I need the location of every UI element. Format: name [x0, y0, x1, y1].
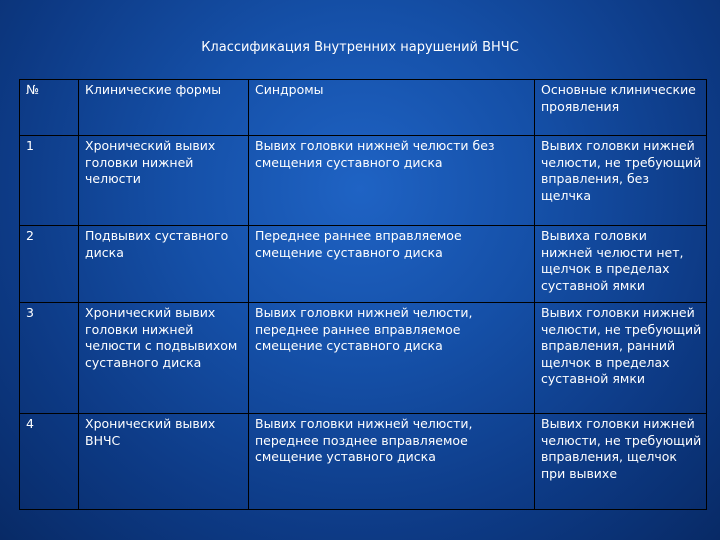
row-number: 3	[20, 303, 79, 414]
row-number: 4	[20, 414, 79, 510]
table-header-row	[20, 80, 707, 136]
table-row	[20, 414, 707, 510]
classification-table	[19, 79, 707, 510]
header-clinical-forms: Клинические формы	[79, 80, 249, 136]
row-clinical-form: Хронический вывих головки нижней челюсти	[79, 136, 249, 226]
slide-title: Классификация Внутренних нарушений ВНЧС	[201, 40, 519, 55]
row-clinical-form: Хронический вывих головки нижней челюсти с подвывихом суставного диска	[79, 303, 249, 414]
table-row	[20, 303, 707, 414]
header-syndromes: Синдромы	[249, 80, 535, 136]
table-row	[20, 136, 707, 226]
row-manifestation: Вывих головки нижней челюсти, не требующий вправления, щелчок при вывихе	[535, 414, 707, 510]
row-syndrome: Вывих головки нижней челюсти, переднее раннее вправляемое смещение суставного диска	[249, 303, 535, 414]
row-clinical-form: Хронический вывих ВНЧС	[79, 414, 249, 510]
row-manifestation: Вывих головки нижней челюсти, не требующий вправления, ранний щелчок в пределах суставной ямки	[535, 303, 707, 414]
row-manifestation: Вывих головки нижней челюсти, не требующий вправления, без щелчка	[535, 136, 707, 226]
header-number: №	[20, 80, 79, 136]
table-row	[20, 226, 707, 303]
row-manifestation: Вывиха головки нижней челюсти нет, щелчок в пределах суставной ямки	[535, 226, 707, 303]
row-number: 1	[20, 136, 79, 226]
header-manifestations: Основные клинические проявления	[535, 80, 707, 136]
row-syndrome: Вывих головки нижней челюсти без смещения суставного диска	[249, 136, 535, 226]
row-syndrome: Переднее раннее вправляемое смещение суставного диска	[249, 226, 535, 303]
row-syndrome: Вывих головки нижней челюсти, переднее позднее вправляемое смещение уставного диска	[249, 414, 535, 510]
row-number: 2	[20, 226, 79, 303]
row-clinical-form: Подвывих суставного диска	[79, 226, 249, 303]
